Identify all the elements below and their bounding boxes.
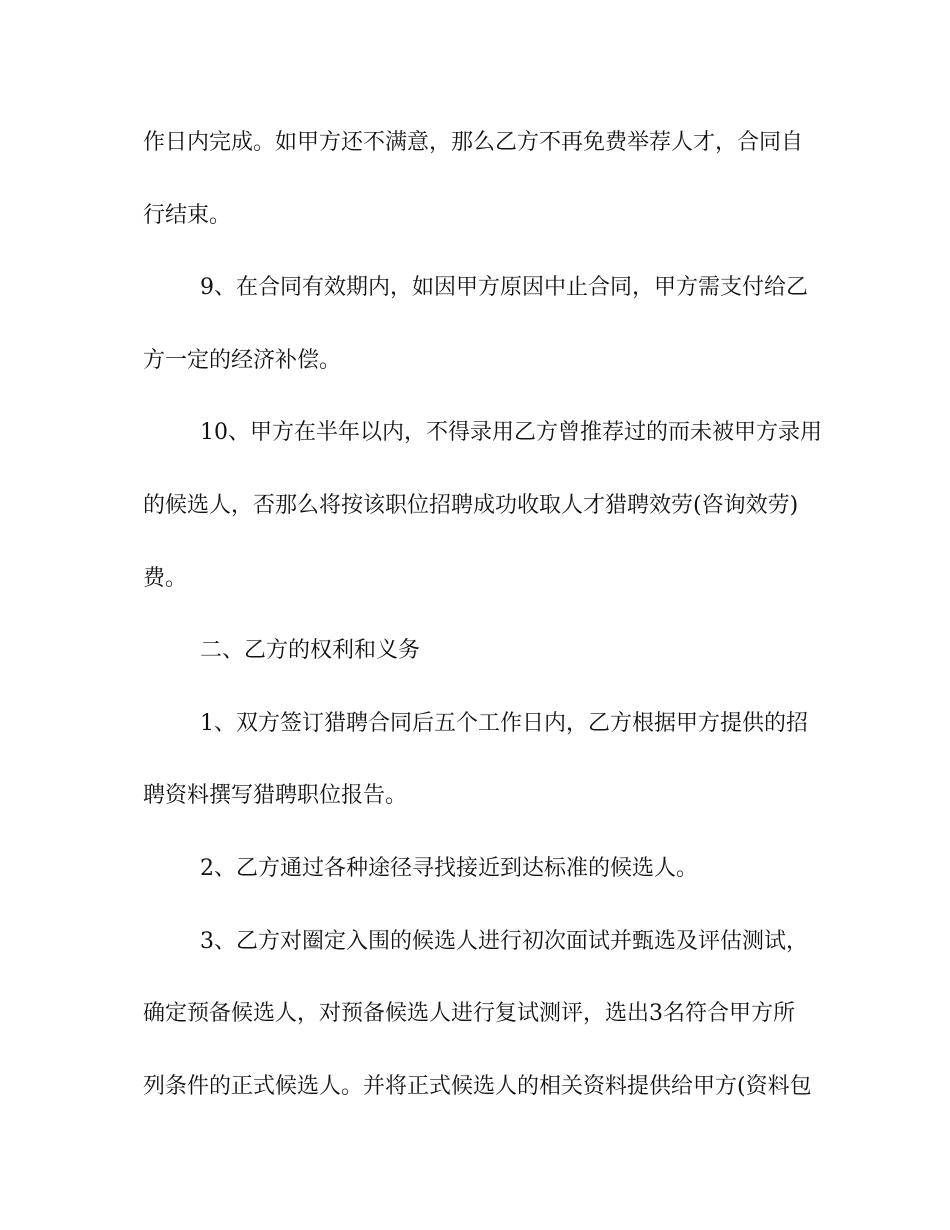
text-line: 9、在合同有效期内，如因甲方原因中止合同，甲方需支付给乙	[200, 275, 808, 301]
clause-10	[143, 397, 822, 615]
text-line: 3、乙方对圈定入围的候选人进行初次面试并甄选及评估测试，	[200, 928, 808, 954]
section-heading-text: 二、乙方的权利和义务	[200, 638, 421, 664]
text-line: 列条件的正式候选人。并将正式候选人的相关资料提供给甲方(资料包	[143, 1073, 812, 1099]
text-line: 作日内完成。如甲方还不满意，那么乙方不再免费举荐人才，合同自	[143, 130, 804, 155]
text-line: 行结束。	[143, 202, 232, 228]
clause-2	[143, 833, 813, 906]
clause-3	[143, 906, 813, 1124]
text-line: 10、甲方在半年以内，不得录用乙方曾推荐过的而未被甲方录用	[200, 420, 822, 446]
text-line: 1、双方签订猎聘合同后五个工作日内，乙方根据甲方提供的招	[200, 710, 808, 736]
paragraph-continuation	[143, 107, 813, 252]
text-line: 方一定的经济补偿。	[143, 347, 342, 373]
clause-9	[143, 252, 813, 397]
document-body	[143, 107, 822, 1123]
text-line: 的候选人，否那么将按该职位招聘成功收取人才猎聘效劳(咨询效劳)	[143, 492, 799, 518]
text-line: 2、乙方通过各种途径寻找接近到达标准的候选人。	[200, 855, 698, 881]
clause-1	[143, 688, 813, 833]
section-heading	[143, 615, 813, 688]
text-line: 确定预备候选人，对预备候选人进行复试测评，选出3名符合甲方所	[143, 1001, 795, 1027]
text-line: 聘资料撰写猎聘职位报告。	[143, 783, 408, 809]
text-line: 费。	[143, 565, 188, 591]
